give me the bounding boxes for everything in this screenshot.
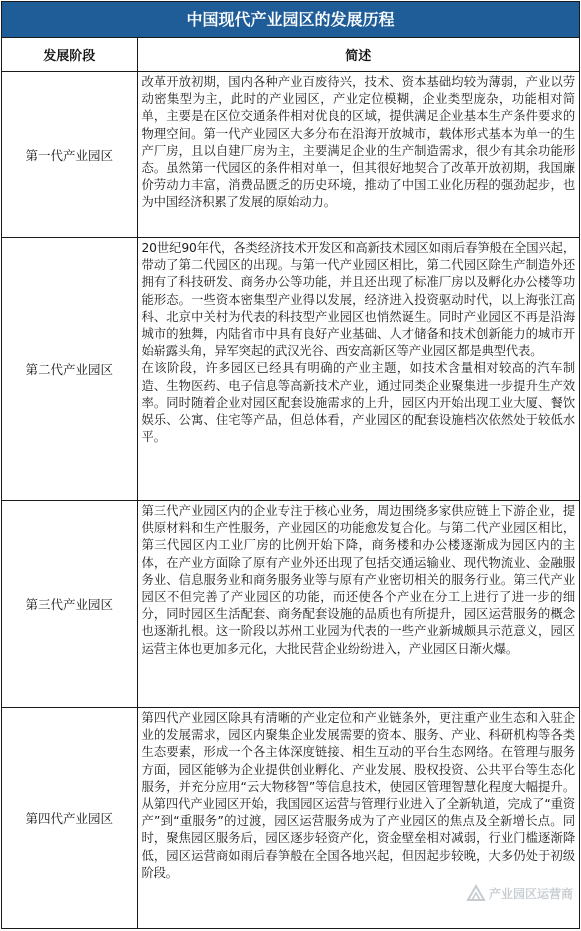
description-column-header: 简述 — [137, 38, 579, 72]
description-cell — [137, 238, 579, 501]
stage-cell: 第一代产业园区 — [2, 72, 137, 238]
table-row — [2, 72, 579, 238]
description-cell — [137, 72, 579, 238]
description-cell — [137, 708, 579, 928]
description-cell — [137, 501, 579, 708]
history-table-card — [1, 1, 580, 929]
development-stages-table — [2, 38, 579, 928]
table-title: 中国现代产业园区的发展历程 — [2, 2, 579, 38]
watermark-text: 产业园区运营商 — [488, 886, 573, 901]
stage-column-header: 发展阶段 — [2, 38, 137, 72]
description-paragraph: 第三代产业园区内的企业专注于核心业务，周边围绕多家供应链上下游企业，提供原材料和生产性服务，产业园区的功能愈发复合化。与第二代产业园区相比，第三代园区内工业厂房的比例开始下降，商务楼和办公楼逐渐成为园区内的主体，在产业方面除了原有产业外还出现了包括交通运输业、现代物流业、金融服务业、信息服务业和商务服务业等与原有产业密切相关的服务行业。第三代产业园区不但完善了产业园区的功能，而还使各个产业在分工上进行了进一步的细分，同时园区生活配套、商务配套设施的品质也有所提升，园区运营服务的概念也逐渐扎根。这一阶段以苏州工业园为代表的一些产业新城颇具示范意义，园区运营主体也更加多元化，大批民营企业纷纷进入，产业园区日渐火爆。 — [141, 504, 575, 656]
stage-cell: 第二代产业园区 — [2, 238, 137, 501]
description-paragraph: 20世纪90年代，各类经济技术开发区和高新技术园区如雨后春笋般在全国兴起，带动了第二代园区的出现。与第一代产业园区相比，第二代园区除生产制造外还拥有了科技研发、商务办公等功能，并且还出现了标准厂房以及孵化办公楼等功能形态。一些资本密集型产业得以发展，经济进入投资驱动时代，以上海张江高科、北京中关村为代表的科技型产业园区也悄然诞生。同时产业园区不再是沿海城市的独舞，内陆省市中具有良好产业基础、人才储备和技术创新能力的城市开始崭露头角，异军突起的武汉光谷、西安高新区等产业园区都是典型代表。 — [141, 241, 575, 359]
stage-cell: 第三代产业园区 — [2, 501, 137, 708]
description-paragraph: 改革开放初期，国内各种产业百废待兴，技术、资本基础均较为薄弱，产业以劳动密集型为主，此时的产业园区，产业定位模糊，企业类型庞杂，功能相对简单，主要是在区位交通条件相对优良的区域，提供满足企业基本生产条件要求的物理空间。第一代产业园区大多分布在沿海开放城市，载体形式基本为单一的生产厂房，且以自建厂房为主，主要满足企业的生产制造需求，很少有其余功能形态。虽然第一代园区的条件相对单一，但其很好地契合了改革开放初期，我国廉价劳动力丰富，消费品匮乏的历史环境，推动了中国工业化历程的强劲起步，也为中国经济积累了发展的原始动力。 — [141, 75, 575, 210]
description-paragraph: 第四代产业园区除具有清晰的产业定位和产业链条外，更注重产业生态和入驻企业的发展需求，园区内聚集企业发展需要的资本、服务、产业、科研机构等各类生态要素，形成一个各主体深度链接、相生互动的平台生态网络。在管理与服务方面，园区能够为企业提供创业孵化、产业发展、股权投资、公共平台等生态化服务，并充分应用“云大物移智”等信息技术，使园区管理智慧化程度大幅提升。从第四代产业园区开始，我国园区运营与管理行业进入了全新轨道，完成了“重资产”到“重服务”的过渡，园区运营服务成为了产业园区的焦点及全新增长点。同时，聚焦园区服务后，园区逐步轻资产化，资金壁垒相对减弱，行业门槛逐渐降低，园区运营商如雨后春笋般在全国各地兴起，但因起步较晚，大多仍处于初级阶段。 — [141, 711, 575, 880]
header-row — [2, 38, 579, 72]
table-row — [2, 238, 579, 501]
description-paragraph: 在该阶段，许多园区已经具有明确的产业主题，如技术含量相对较高的汽车制造、生物医药、电子信息等高新技术产业，通过同类企业聚集进一步提升生产效率。同时随着企业对园区配套设施需求的上升，园区内开始出现工业大厦、餐饮娱乐、公寓、住宅等产品，但总体看，产业园区的配套设施档次依然处于较低水平。 — [141, 361, 575, 445]
table-row — [2, 708, 579, 928]
stage-cell: 第四代产业园区 — [2, 708, 137, 928]
table-row — [2, 501, 579, 708]
